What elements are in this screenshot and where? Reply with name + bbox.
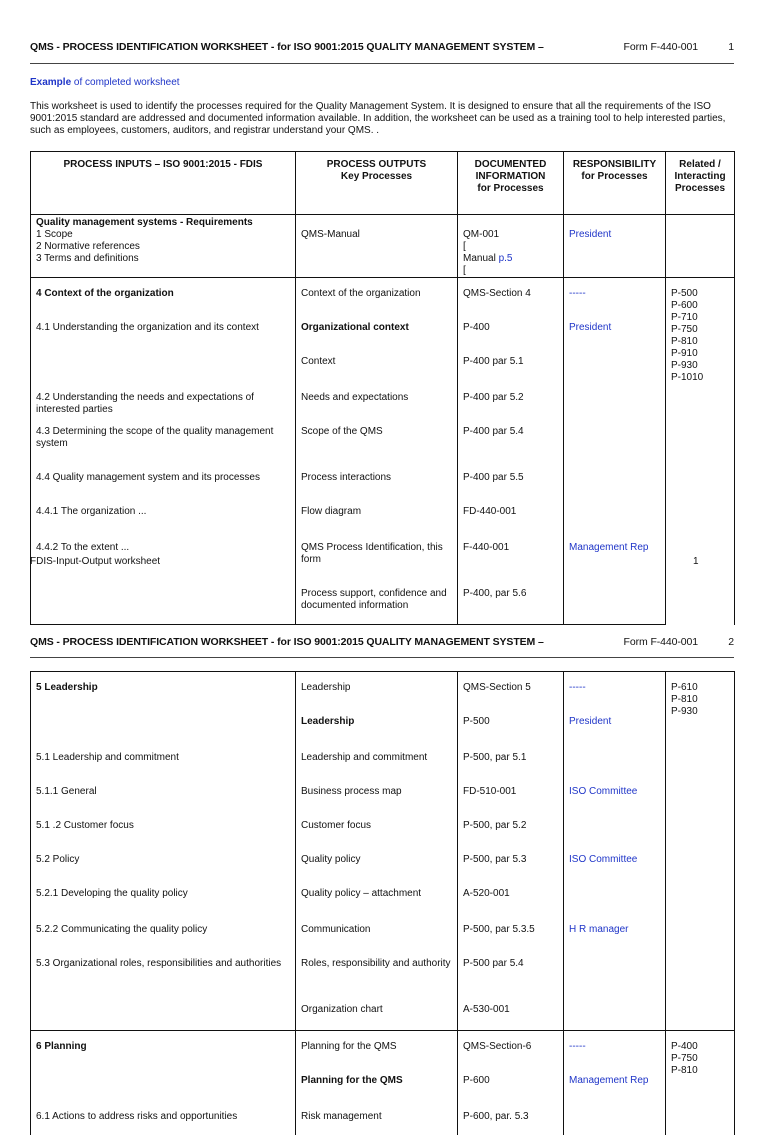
process-input-cell xyxy=(31,1065,296,1101)
qms-responsibility-cell: President xyxy=(564,215,666,278)
table-row xyxy=(31,312,735,346)
table-row xyxy=(31,1031,735,1066)
process-output-cell: Quality policy – attachment xyxy=(296,878,458,914)
documented-info-cell: P-400 xyxy=(458,312,564,346)
example-rest: of completed worksheet xyxy=(71,77,179,88)
documented-info-cell: P-500, par 5.3.5 xyxy=(458,914,564,948)
related-process: P-810 xyxy=(671,1065,729,1077)
process-output-cell: Quality policy xyxy=(296,844,458,878)
table-row xyxy=(31,382,735,416)
related-process: P-600 xyxy=(671,300,729,312)
documented-info-cell: F-440-001 xyxy=(458,532,564,578)
qms-item: 3 Terms and definitions xyxy=(36,253,290,265)
responsibility-cell xyxy=(564,416,666,462)
doc-line xyxy=(463,253,558,265)
col-related-processes: Related / Interacting Processes xyxy=(666,152,735,215)
process-input-cell: 4.3 Determining the scope of the quality management system xyxy=(31,416,296,462)
table-row xyxy=(31,742,735,776)
documented-info-cell: P-400, par 5.6 xyxy=(458,578,564,625)
table-row xyxy=(31,346,735,382)
documented-info-cell: P-400 par 5.1 xyxy=(458,346,564,382)
table-row xyxy=(31,532,735,578)
process-input-cell: 5.1 .2 Customer focus xyxy=(31,810,296,844)
related-process: P-1010 xyxy=(671,372,729,384)
table-row xyxy=(31,994,735,1031)
page1-header xyxy=(30,41,738,53)
process-output-cell: Planning for the QMS xyxy=(296,1065,458,1101)
table-row xyxy=(31,1101,735,1135)
related-process: P-610 xyxy=(671,682,729,694)
table-row xyxy=(31,1065,735,1101)
documented-info-cell: FD-440-001 xyxy=(458,496,564,532)
process-output-cell: Customer focus xyxy=(296,810,458,844)
page1-header-form: Form F-440-001 xyxy=(624,41,698,53)
col-documented-information: DOCUMENTED INFORMATION for Processes xyxy=(458,152,564,215)
related-process: P-810 xyxy=(671,694,729,706)
table-row xyxy=(31,810,735,844)
process-output-cell: Organizational context xyxy=(296,312,458,346)
process-output-cell: QMS Process Identification, this form xyxy=(296,532,458,578)
process-input-cell: 6.1 Actions to address risks and opportunities xyxy=(31,1101,296,1135)
process-output-cell: Scope of the QMS xyxy=(296,416,458,462)
documented-info-cell: QMS-Section-6 xyxy=(458,1031,564,1066)
documented-info-cell: P-400 par 5.2 xyxy=(458,382,564,416)
qms-output-cell: QMS-Manual xyxy=(296,215,458,278)
process-input-cell: 5.1.1 General xyxy=(31,776,296,810)
page1-footer-left: FDIS-Input-Output worksheet xyxy=(30,556,160,568)
process-output-cell: Process support, confidence and documented information xyxy=(296,578,458,625)
page1-worksheet-table xyxy=(30,151,735,625)
process-output-cell: Leadership xyxy=(296,672,458,707)
responsibility-cell xyxy=(564,462,666,496)
page1-header-title: QMS - PROCESS IDENTIFICATION WORKSHEET - for ISO 9001:2015 QUALITY MANAGEMENT SYSTEM – xyxy=(30,41,544,53)
process-input-cell: 5.1 Leadership and commitment xyxy=(31,742,296,776)
responsibility-cell: H R manager xyxy=(564,914,666,948)
table-row xyxy=(31,706,735,742)
related-processes-cell xyxy=(666,278,735,625)
process-input-cell: 5.2.1 Developing the quality policy xyxy=(31,878,296,914)
col-process-inputs: PROCESS INPUTS – ISO 9001:2015 - FDIS xyxy=(31,152,296,215)
responsibility-cell xyxy=(564,742,666,776)
related-process: P-400 xyxy=(671,1041,729,1053)
documented-info-cell: P-400 par 5.4 xyxy=(458,416,564,462)
process-input-cell: 4 Context of the organization xyxy=(31,278,296,313)
process-output-cell: Planning for the QMS xyxy=(296,1031,458,1066)
process-output-cell: Organization chart xyxy=(296,994,458,1031)
process-output-cell: Communication xyxy=(296,914,458,948)
process-output-cell: Risk management xyxy=(296,1101,458,1135)
qms-input-cell xyxy=(31,215,296,278)
page1-header-rule xyxy=(30,63,734,64)
doc-manual: Manual xyxy=(463,253,496,264)
documented-info-cell: P-500 xyxy=(458,706,564,742)
page1-footer-page: 1 xyxy=(693,556,699,568)
process-output-cell: Roles, responsibility and authority xyxy=(296,948,458,994)
related-process: P-710 xyxy=(671,312,729,324)
documented-info-cell: P-500, par 5.2 xyxy=(458,810,564,844)
process-input-cell: 5.3 Organizational roles, responsibilities and authorities xyxy=(31,948,296,994)
table-row xyxy=(31,844,735,878)
responsibility-cell xyxy=(564,496,666,532)
responsibility-cell: President xyxy=(564,312,666,346)
process-output-cell: Context of the organization xyxy=(296,278,458,313)
process-input-cell xyxy=(31,578,296,625)
doc-line: [ xyxy=(463,241,558,253)
related-process: P-930 xyxy=(671,360,729,372)
table-row xyxy=(31,914,735,948)
qms-requirements-row xyxy=(31,215,735,278)
doc-line: QM-001 xyxy=(463,229,558,241)
process-input-cell: 5.2.2 Communicating the quality policy xyxy=(31,914,296,948)
table-row xyxy=(31,672,735,707)
qms-related-cell xyxy=(666,215,735,278)
process-input-cell xyxy=(31,706,296,742)
related-process: P-810 xyxy=(671,336,729,348)
process-input-cell xyxy=(31,994,296,1031)
responsibility-cell xyxy=(564,382,666,416)
responsibility-cell: President xyxy=(564,706,666,742)
documented-info-cell: A-520-001 xyxy=(458,878,564,914)
process-output-cell: Leadership xyxy=(296,706,458,742)
related-process: P-750 xyxy=(671,1053,729,1065)
related-processes-cell xyxy=(666,1031,735,1135)
process-input-cell: 5.2 Policy xyxy=(31,844,296,878)
process-input-cell: 4.4.1 The organization ... xyxy=(31,496,296,532)
responsibility-cell: Management Rep xyxy=(564,532,666,578)
page2-header-rule xyxy=(30,657,734,658)
page2-header-title: QMS - PROCESS IDENTIFICATION WORKSHEET - for ISO 9001:2015 QUALITY MANAGEMENT SYSTEM – xyxy=(30,636,544,648)
qms-item: 1 Scope xyxy=(36,229,290,241)
table-header-row xyxy=(31,152,735,215)
documented-info-cell: A-530-001 xyxy=(458,994,564,1031)
process-output-cell: Flow diagram xyxy=(296,496,458,532)
table-row xyxy=(31,578,735,625)
page2-header-form: Form F-440-001 xyxy=(624,636,698,648)
table-row xyxy=(31,776,735,810)
responsibility-cell xyxy=(564,346,666,382)
process-input-cell: 5 Leadership xyxy=(31,672,296,707)
table-row xyxy=(31,496,735,532)
table-row xyxy=(31,878,735,914)
documented-info-cell: P-500, par 5.3 xyxy=(458,844,564,878)
responsibility-cell xyxy=(564,1101,666,1135)
process-output-cell: Business process map xyxy=(296,776,458,810)
responsibility-cell: ISO Committee xyxy=(564,844,666,878)
qms-heading: Quality management systems - Requirements xyxy=(36,217,290,229)
example-note xyxy=(30,77,180,89)
qms-item: 2 Normative references xyxy=(36,241,290,253)
related-process: P-930 xyxy=(671,706,729,718)
documented-info-cell: QMS-Section 4 xyxy=(458,278,564,313)
col-responsibility: RESPONSIBILITY for Processes xyxy=(564,152,666,215)
example-bold: Example xyxy=(30,77,71,88)
table-row xyxy=(31,948,735,994)
related-processes-cell xyxy=(666,672,735,1031)
documented-info-cell: P-600 xyxy=(458,1065,564,1101)
process-output-cell: Needs and expectations xyxy=(296,382,458,416)
process-input-cell xyxy=(31,346,296,382)
process-output-cell: Process interactions xyxy=(296,462,458,496)
manual-page-link[interactable]: p.5 xyxy=(499,253,513,264)
page2-header xyxy=(30,636,738,648)
documented-info-cell: P-500, par 5.1 xyxy=(458,742,564,776)
table-row xyxy=(31,416,735,462)
related-process: P-910 xyxy=(671,348,729,360)
related-process: P-500 xyxy=(671,288,729,300)
process-input-cell: 6 Planning xyxy=(31,1031,296,1066)
responsibility-cell: ISO Committee xyxy=(564,776,666,810)
page1-header-page: 1 xyxy=(728,41,734,53)
doc-line: [ xyxy=(463,265,558,277)
page2-worksheet-table xyxy=(30,671,735,1135)
process-output-cell: Context xyxy=(296,346,458,382)
table-row xyxy=(31,278,735,313)
documented-info-cell: FD-510-001 xyxy=(458,776,564,810)
intro-paragraph: This worksheet is used to identify the processes required for the Quality Management System. It is designed to ensure that all the requirements of the ISO 9001:2015 standard are addressed and documented information available. In addition, the worksheet can be used as a training tool to help interested parties, such as employees, customers, auditors, and registrar understand your QMS. . xyxy=(30,101,730,137)
process-input-cell: 4.1 Understanding the organization and its context xyxy=(31,312,296,346)
process-input-cell: 4.4.2 To the extent ... xyxy=(31,532,296,578)
documented-info-cell: P-400 par 5.5 xyxy=(458,462,564,496)
responsibility-cell xyxy=(564,578,666,625)
responsibility-cell xyxy=(564,948,666,994)
documented-info-cell: QMS-Section 5 xyxy=(458,672,564,707)
qms-doc-cell xyxy=(458,215,564,278)
table-row xyxy=(31,462,735,496)
process-input-cell: 4.4 Quality management system and its processes xyxy=(31,462,296,496)
process-output-cell: Leadership and commitment xyxy=(296,742,458,776)
page2-header-page: 2 xyxy=(728,636,734,648)
documented-info-cell: P-600, par. 5.3 xyxy=(458,1101,564,1135)
col-process-outputs: PROCESS OUTPUTS Key Processes xyxy=(296,152,458,215)
responsibility-cell: ----- xyxy=(564,672,666,707)
responsibility-cell xyxy=(564,994,666,1031)
responsibility-cell: Management Rep xyxy=(564,1065,666,1101)
responsibility-cell: ----- xyxy=(564,278,666,313)
responsibility-cell xyxy=(564,810,666,844)
related-process: P-750 xyxy=(671,324,729,336)
documented-info-cell: P-500 par 5.4 xyxy=(458,948,564,994)
responsibility-cell: ----- xyxy=(564,1031,666,1066)
responsibility-cell xyxy=(564,878,666,914)
process-input-cell: 4.2 Understanding the needs and expectations of interested parties xyxy=(31,382,296,416)
